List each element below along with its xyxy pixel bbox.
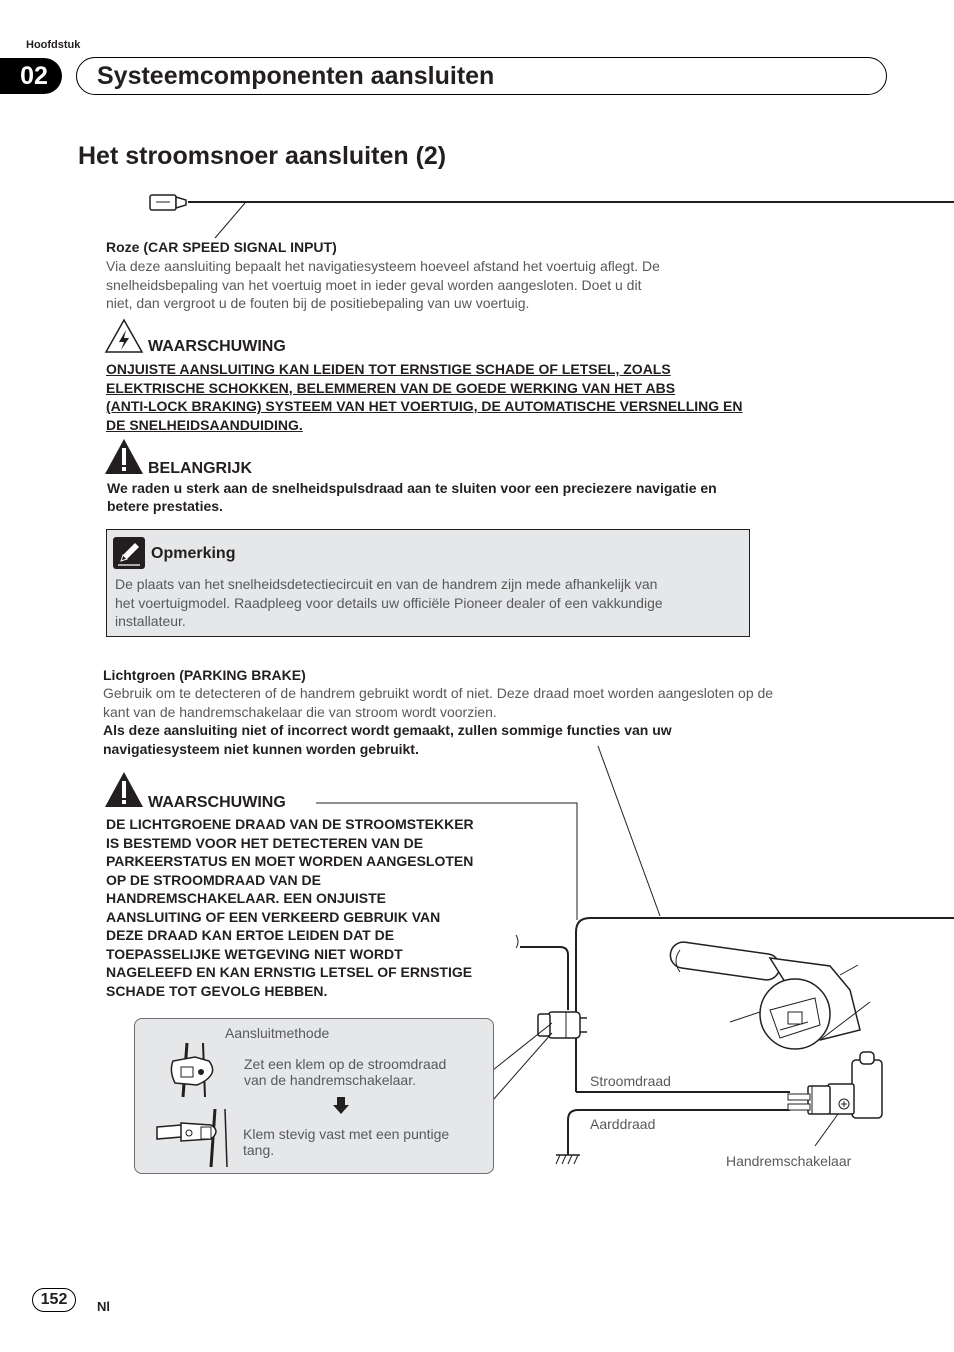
green-wire-line: kant van de handremschakelaar die van stroom wordt voorzien. — [103, 703, 497, 720]
warning1-line: (ANTI-LOCK BRAKING) SYSTEEM VAN HET VOERTUIG, DE AUTOMATISCHE VERSNELLING EN — [106, 398, 743, 414]
note-line: installateur. — [115, 613, 186, 629]
warning2-line: NAGELEEFD EN KAN ERNSTIG LETSEL OF ERNSTIGE — [106, 964, 473, 980]
green-wire-label: Lichtgroen (PARKING BRAKE) — [103, 667, 306, 683]
pink-wire-description — [106, 257, 660, 313]
chapter-title: Systeemcomponenten aansluiten — [76, 57, 887, 95]
important-title: BELANGRIJK — [148, 460, 253, 477]
arrow-down-icon — [333, 1097, 349, 1115]
note-line: De plaats van het snelheidsdetectiecircuit en van de handrem zijn mede afhankelijk van — [115, 576, 658, 592]
pink-wire-line: snelheidsbepaling van het voertuig moet in ieder geval worden aangesloten. Doet u dit — [106, 276, 642, 293]
lightning-warning-icon — [104, 318, 144, 354]
warning2-line: DE LICHTGROENE DRAAD VAN DE STROOMSTEKKER — [106, 816, 474, 832]
brake-switch-label: Handremschakelaar — [726, 1153, 852, 1169]
warning1-title: WAARSCHUWING — [148, 338, 286, 355]
green-wire-bold-line: Als deze aansluiting niet of incorrect wordt gemaakt, zullen sommige functies van uw — [103, 722, 672, 738]
warning2-line: AANSLUITING OF EEN VERKEERD GEBRUIK VAN — [106, 908, 441, 925]
section-title: Het stroomsnoer aansluiten (2) — [78, 142, 447, 170]
important-text — [107, 480, 717, 515]
pliers-clamp-icon — [155, 1107, 235, 1169]
important-line: We raden u sterk aan de snelheidspulsdraad aan te sluiten voor een preciezere navigatie en — [107, 480, 717, 496]
note-title: Opmerking — [151, 545, 236, 562]
pink-wire-connector-diagram — [0, 0, 954, 260]
pink-wire-line: niet, dan vergroot u de fouten bij de positiebepaling van uw voertuig. — [106, 295, 530, 311]
warning2-line: IS BESTEMD VOOR HET DETECTEREN VAN DE — [106, 834, 424, 851]
method-step2 — [243, 1126, 449, 1158]
pink-wire-line: Via deze aansluiting bepaalt het navigatiesysteem hoeveel afstand het voertuig aflegt. De — [106, 258, 660, 274]
method-step2-line: Klem stevig vast met een puntige — [243, 1126, 450, 1142]
method-step1-line: van de handremschakelaar. — [244, 1072, 416, 1088]
exclamation-warning-icon — [104, 438, 144, 476]
warning2-title: WAARSCHUWING — [148, 794, 290, 812]
page-number: 152 — [32, 1288, 76, 1312]
warning1-text — [106, 360, 743, 434]
method-title: Aansluitmethode — [225, 1025, 330, 1041]
power-wire-label: Stroomdraad — [590, 1073, 671, 1089]
method-step1-line: Zet een klem op de stroomdraad — [244, 1056, 447, 1072]
warning2-line: SCHADE TOT GEVOLG HEBBEN. — [106, 982, 328, 999]
warning1-line: DE SNELHEIDSAANDUIDING. — [106, 416, 303, 433]
important-line: betere prestaties. — [107, 497, 223, 514]
green-wire-line: Gebruik om te detecteren of de handrem gebruikt wordt of niet. Deze draad moet worden aangesloten op de — [103, 685, 774, 701]
warning2-line: PARKEERSTATUS EN MOET WORDEN AANGESLOTEN — [106, 853, 474, 869]
warning1-line: ELEKTRISCHE SCHOKKEN, BELEMMEREN VAN DE GOEDE WERKING VAN HET ABS — [106, 379, 676, 396]
warning2-line: DEZE DRAAD KAN ERTOE LEIDEN DAT DE — [106, 927, 395, 943]
note-box — [106, 529, 750, 637]
ground-wire-label: Aarddraad — [590, 1116, 656, 1132]
warning2-line: TOEPASSELIJKE WETGEVING NIET WORDT — [106, 945, 403, 962]
note-line: het voertuigmodel. Raadpleeg voor details uw officiële Pioneer dealer of een vakkundige — [115, 594, 663, 611]
green-wire-bold-line: navigatiesysteem niet kunnen worden gebruikt. — [103, 740, 419, 757]
pink-wire-label: Roze (CAR SPEED SIGNAL INPUT) — [106, 239, 337, 255]
method-step2-line: tang. — [243, 1142, 275, 1158]
note-text — [115, 575, 663, 631]
clamp-open-icon — [167, 1041, 219, 1099]
chapter-number-badge: 02 — [0, 58, 62, 94]
connection-method-box — [134, 1018, 494, 1174]
warning2-line: OP DE STROOMDRAAD VAN DE — [106, 871, 321, 888]
green-wire-description — [103, 684, 773, 721]
language-code: Nl — [97, 1299, 110, 1314]
chapter-label: Hoofdstuk — [26, 39, 81, 51]
warning2-line: HANDREMSCHAKELAAR. EEN ONJUISTE — [106, 890, 387, 906]
warning1-line: ONJUISTE AANSLUITING KAN LEIDEN TOT ERNSTIGE SCHADE OF LETSEL, ZOALS — [106, 361, 671, 377]
method-step1 — [244, 1056, 446, 1088]
pencil-note-icon — [113, 537, 145, 569]
